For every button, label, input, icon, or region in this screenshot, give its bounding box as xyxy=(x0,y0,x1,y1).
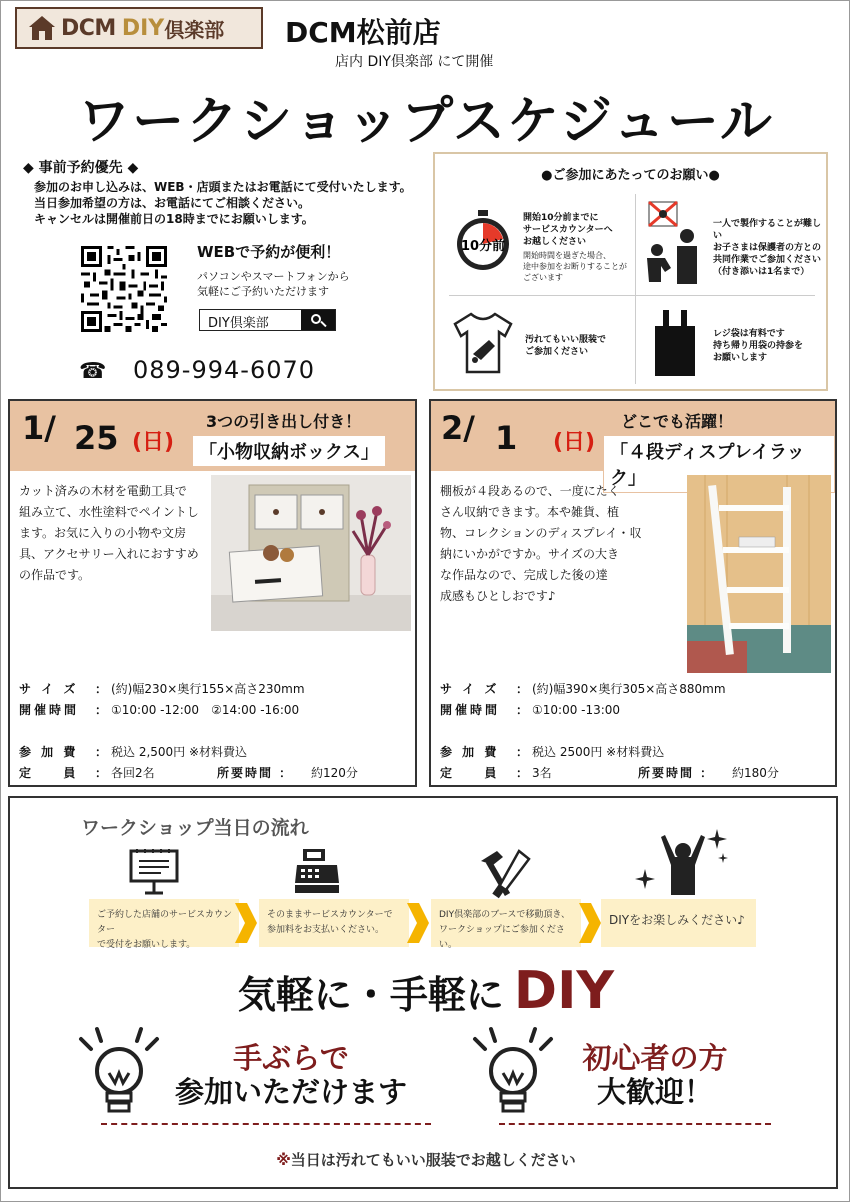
tagline xyxy=(1,961,850,1021)
logo-club-text: 倶楽部 xyxy=(164,17,225,42)
card-specs: サ イ ズ ： (約)幅390×奥行305×高さ880mm 開催時間 ： ①10:00 -13:00 参 加 費 ： 税込 2500円 ※材料費込 定 員 ： 3名 所要時間 ： 約180分 xyxy=(440,679,830,784)
flow-step-4 xyxy=(601,899,756,947)
spec-label-duration: 所要時間 ： xyxy=(217,766,294,780)
card-desc-line: 棚板が４段あるので、一度にたく xyxy=(440,484,620,498)
tshirt-icon xyxy=(451,310,515,376)
card-header xyxy=(431,401,835,489)
flow-step-line: ご予約した店舗のサービスカウンター xyxy=(97,910,233,935)
card-day: 1 xyxy=(495,419,518,457)
web-line: パソコンやスマートフォンから xyxy=(197,270,350,283)
notice-item1-line: お越しください xyxy=(523,237,587,247)
phone-number[interactable]: 089-994-6070 xyxy=(133,356,316,384)
notice-item1-line: 開始10分前までに xyxy=(523,213,599,223)
store-subtitle: 店内 DIY倶楽部 にて開催 xyxy=(335,54,494,70)
reservation-line: キャンセルは開催前日の18時までにお願いします。 xyxy=(34,212,314,226)
card-description xyxy=(440,481,645,607)
message-right xyxy=(555,1041,755,1109)
flow-step-1 xyxy=(89,899,239,950)
tagline-main: 気軽に・手軽に xyxy=(237,973,504,1017)
card-desc-line: ます。お気に入りの小物や文房 xyxy=(19,526,187,540)
qr-code-icon[interactable] xyxy=(81,246,167,332)
divider-dashed xyxy=(499,1123,771,1125)
footer-note-text: 当日は汚れてもいい服装でお越しください xyxy=(290,1151,576,1169)
card-month: 1/ xyxy=(22,409,56,447)
card-subtitle: どこでも活躍！ xyxy=(621,412,734,431)
flow-step-line: で受付をお願いします。 xyxy=(97,940,196,950)
flow-step-2 xyxy=(259,899,409,947)
card-desc-line: 具、アクセサリー入れにおすすめ xyxy=(19,547,199,561)
card-weekday: (日) xyxy=(553,430,596,455)
notice-title: ●ご参加にあたってのお願い● xyxy=(541,168,720,183)
spec-fee: 税込 2,500円 ※材料費込 xyxy=(111,745,248,759)
spec-capacity: 3名 xyxy=(532,766,552,780)
card-description xyxy=(19,481,219,586)
reservation-text xyxy=(34,179,412,227)
tagline-diy: DIY xyxy=(513,961,615,1021)
search-box[interactable] xyxy=(199,309,336,331)
message-left xyxy=(161,1041,421,1109)
shopping-bag-icon xyxy=(651,308,699,378)
notice-item3-line: ご参加ください xyxy=(525,347,589,357)
notice-item2-line: 共同作業でご参加ください xyxy=(713,255,822,265)
chevron-right-icon xyxy=(577,901,603,945)
spec-time: ①10:00 -12:00 ②14:00 -16:00 xyxy=(111,703,300,717)
spec-duration: 約180分 xyxy=(732,766,779,780)
spec-time: ①10:00 -13:00 xyxy=(532,703,621,717)
web-line: 気軽にご予約いただけます xyxy=(197,285,329,298)
spec-label-fee: 参 加 費 xyxy=(440,745,500,759)
stopwatch-icon xyxy=(451,208,515,272)
flow-step-line: ワークショップにご参加ください。 xyxy=(439,925,565,950)
signboard-icon xyxy=(127,847,181,895)
card-desc-line: 組み立て、水性塗料でペイントし xyxy=(19,505,199,519)
notice-item1-subline: ございます xyxy=(523,273,563,282)
display-rack-photo xyxy=(687,475,831,673)
spec-duration: 約120分 xyxy=(311,766,358,780)
notice-item4-line: お願いします xyxy=(713,353,768,363)
message-left-top: 手ぶらで xyxy=(233,1041,349,1075)
spec-fee: 税込 2500円 ※材料費込 xyxy=(532,745,665,759)
spec-label-size: サ イ ズ xyxy=(19,682,79,696)
web-reservation-title: WEBで予約が便利！ xyxy=(197,243,341,261)
house-icon xyxy=(29,16,55,40)
footer-note-mark: ※ xyxy=(276,1151,291,1169)
card-weekday: (日) xyxy=(132,430,175,455)
notice-item2-line: 一人で製作することが難しい xyxy=(713,219,822,241)
card-desc-line: さん収納できます。本や雑貨、植 xyxy=(440,505,620,519)
spec-label-capacity: 定 員 xyxy=(19,766,79,780)
timer-label: 10分前 xyxy=(460,239,506,254)
spec-label-capacity: 定 員 xyxy=(440,766,500,780)
card-desc-line: 納にいかがですか。サイズの大き xyxy=(440,547,620,561)
card-product-name: 「小物収納ボックス」 xyxy=(192,435,386,467)
card-desc-line: の作品です。 xyxy=(19,568,91,582)
workshop-card-box xyxy=(8,399,417,787)
notice-item4-line: レジ袋は有料です xyxy=(713,329,785,339)
spec-capacity: 各回2名 xyxy=(111,766,155,780)
message-right-bottom: 大歓迎！ xyxy=(596,1075,713,1109)
chevron-right-icon xyxy=(405,901,431,945)
divider-dashed xyxy=(101,1123,431,1125)
card-desc-line: 成感もひとしおです♪ xyxy=(440,589,556,603)
search-query[interactable]: DIY倶楽部 xyxy=(208,316,269,331)
chevron-right-icon xyxy=(233,901,259,945)
parent-child-icon xyxy=(639,198,707,288)
flow-step-line: DIY倶楽部のブースで移動頂き、 xyxy=(439,910,571,920)
logo-dcm-text: DCM xyxy=(61,15,116,41)
card-header xyxy=(10,401,415,471)
lightbulb-icon xyxy=(467,1025,559,1121)
notice-box xyxy=(433,152,828,391)
notice-item4-line: 持ち帰り用袋の持参を xyxy=(713,341,804,351)
message-right-top: 初心者の方 xyxy=(582,1041,728,1075)
tools-icon xyxy=(475,847,533,899)
card-day: 25 xyxy=(74,419,119,457)
card-product-name: 「４段ディスプレイラック」 xyxy=(603,435,835,493)
store-name: DCM松前店 xyxy=(285,16,441,49)
flow-step-line: 参加料をお支払いください。 xyxy=(267,925,385,935)
flow-title: ワークショップ当日の流れ xyxy=(81,817,309,839)
flow-step-3 xyxy=(431,899,581,950)
search-icon[interactable] xyxy=(301,310,335,330)
flow-step-line: DIYをお楽しみください♪ xyxy=(609,913,745,927)
dcm-diy-logo xyxy=(15,7,263,49)
notice-item2-line: お子さまは保護者の方との xyxy=(713,243,822,253)
spec-label-duration: 所要時間 ： xyxy=(638,766,715,780)
workshop-card-rack xyxy=(429,399,837,787)
notice-item1-subline: 開始時間を過ぎた場合、 xyxy=(523,251,611,260)
spec-size: (約)幅390×奥行305×高さ880mm xyxy=(532,682,726,696)
notice-item1-sub xyxy=(523,250,633,283)
page-title: ワークショップスケジュール xyxy=(78,92,774,152)
flow-step-line: そのままサービスカウンターで xyxy=(267,910,393,920)
cash-register-icon xyxy=(293,847,341,895)
lightbulb-icon xyxy=(73,1025,165,1121)
spec-label-fee: 参 加 費 xyxy=(19,745,79,759)
card-desc-line: カット済みの木材を電動工具で xyxy=(19,484,187,498)
card-specs: サ イ ズ ： (約)幅230×奥行155×高さ230mm 開催時間 ： ①10:00 -12:00 ②14:00 -16:00 参 加 費 ： 税込 2,500円 ※材料費込 定 員 ： 各回2名 所要時間 ： 約120分 xyxy=(19,679,409,784)
web-reservation-text xyxy=(197,269,350,299)
card-desc-line: 物、コレクションのディスプレイ・収 xyxy=(440,526,642,540)
card-month: 2/ xyxy=(441,409,475,447)
reservation-heading: ◆ 事前予約優先 ◆ xyxy=(23,160,139,176)
message-left-bottom: 参加いただけます xyxy=(174,1075,407,1109)
reservation-line: 参加のお申し込みは、WEB・店頭またはお電話にて受付いたします。 xyxy=(34,180,412,194)
notice-item3-line: 汚れてもいい服装で xyxy=(525,335,607,345)
spec-size: (約)幅230×奥行155×高さ230mm xyxy=(111,682,305,696)
notice-item1-line: サービスカウンターへ xyxy=(523,225,613,235)
spec-label-time: 開催時間 xyxy=(19,703,80,717)
card-subtitle: 3つの引き出し付き！ xyxy=(206,412,362,431)
cheering-person-icon xyxy=(631,825,731,897)
notice-item2-line: （付き添いは1名まで） xyxy=(713,267,810,277)
logo-diy-text: DIY xyxy=(121,15,165,41)
spec-label-time: 開催時間 xyxy=(440,703,501,717)
footer-note xyxy=(1,1149,850,1170)
notice-item1-subline: 途中参加をお断りすることが xyxy=(523,262,627,271)
reservation-line: 当日参加希望の方は、お電話にてご相談ください。 xyxy=(34,196,311,210)
telephone-icon: ☎ xyxy=(79,359,107,384)
card-desc-line: な作品なので、完成した後の達 xyxy=(440,568,608,582)
spec-label-size: サ イ ズ xyxy=(440,682,500,696)
storage-box-photo xyxy=(211,475,411,631)
